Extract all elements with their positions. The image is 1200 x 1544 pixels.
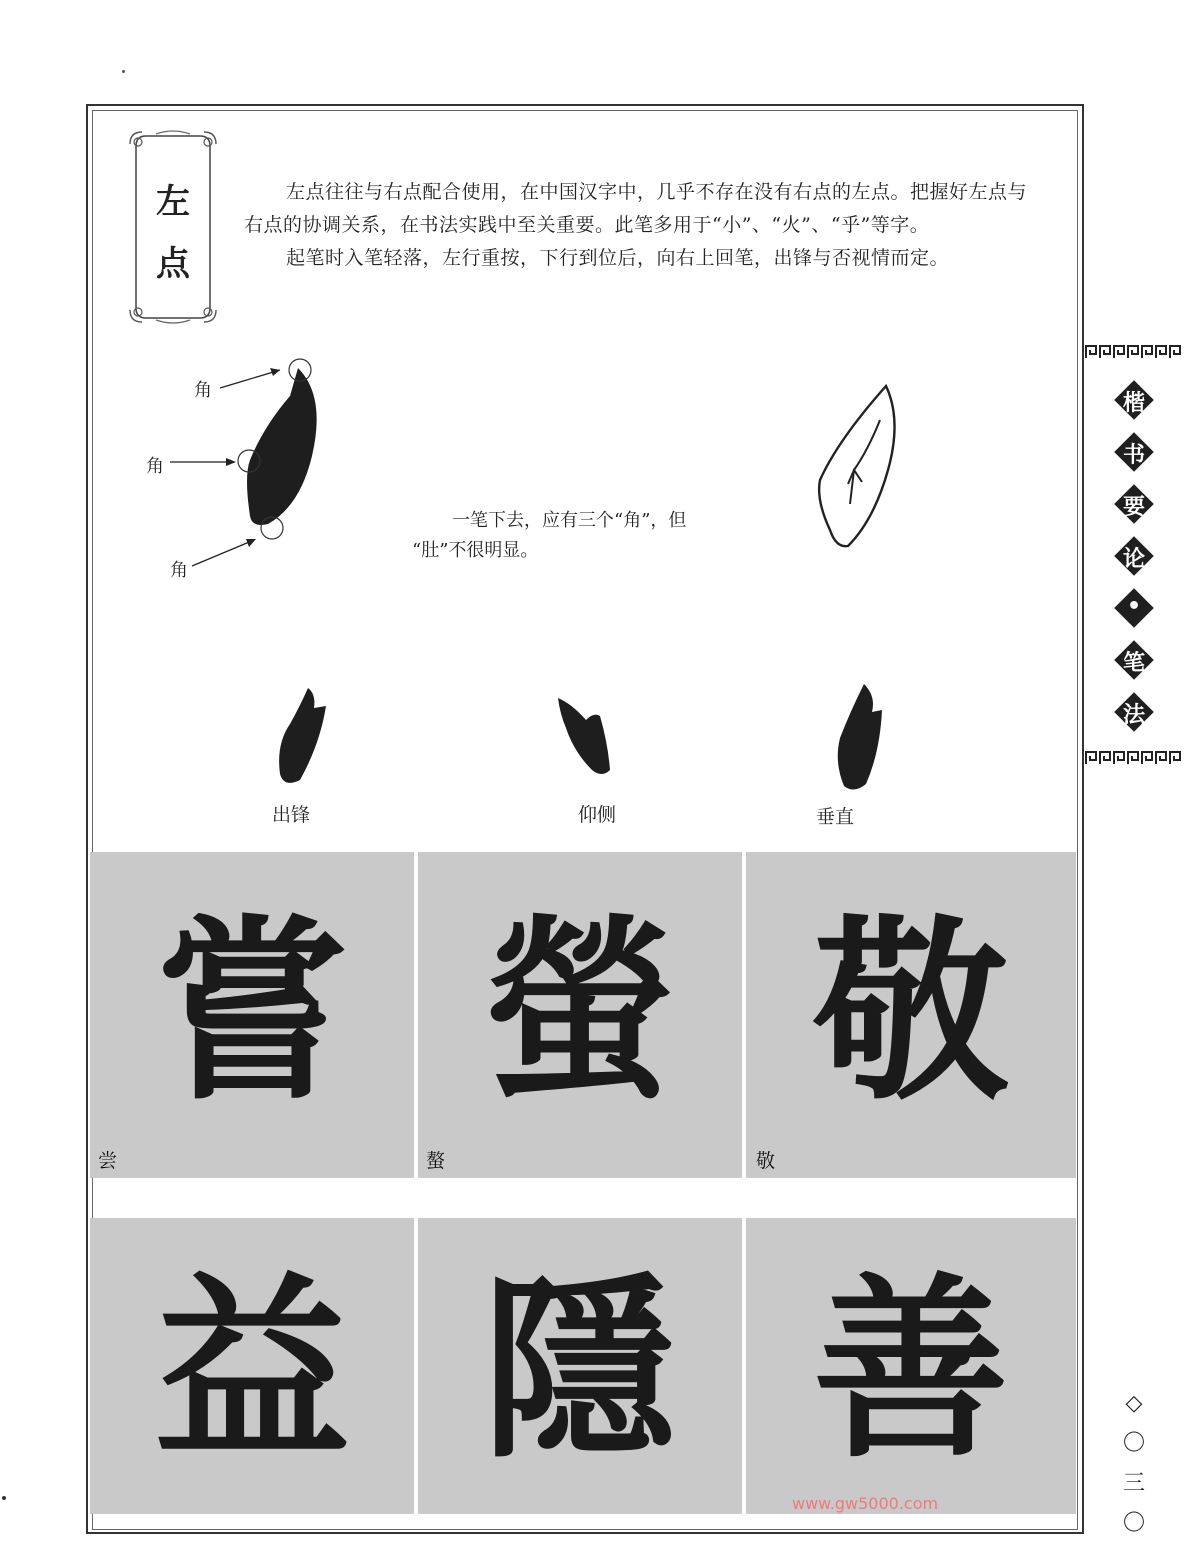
sidebar-diamond xyxy=(1114,692,1154,732)
example-caption: 螯 xyxy=(426,1150,446,1172)
sidebar-diamond xyxy=(1114,484,1154,524)
page-number xyxy=(1116,1384,1152,1544)
sidebar-diamond xyxy=(1114,380,1154,420)
corner-label-top: 角 xyxy=(194,380,212,401)
stroke-variant-1 xyxy=(270,684,340,794)
stroke-variant-2 xyxy=(552,694,622,784)
page-number-digit: 三 xyxy=(1122,1471,1145,1496)
example-character: 敬 xyxy=(812,897,1009,1127)
sidebar-char: • xyxy=(1126,594,1142,619)
page-number-ornament: ◇ xyxy=(1125,1391,1143,1416)
title-char-2: 点 xyxy=(156,244,190,284)
sidebar-char: 要 xyxy=(1122,495,1145,520)
diagram-note-line-1: 一笔下去，应有三个“角”，但 xyxy=(452,510,687,531)
page-number-digit: 〇 xyxy=(1122,1431,1145,1456)
sidebar-char: 书 xyxy=(1122,443,1145,468)
stray-mark xyxy=(2,1496,6,1500)
example-character: 嘗 xyxy=(153,897,350,1127)
watermark: www.gw5000.com xyxy=(792,1494,939,1513)
intro-paragraph-1-cont: 右点的协调关系，在书法实践中至关重要。此笔多用于“小”、“火”、“乎”等字。 xyxy=(244,214,930,236)
sidebar-diamond xyxy=(1114,640,1154,680)
stroke-label-chuizhi: 垂直 xyxy=(816,806,855,828)
sidebar-char: 笔 xyxy=(1122,651,1145,676)
corner-label-middle: 角 xyxy=(146,456,164,477)
diagram-note xyxy=(412,506,732,566)
sidebar-fret-bottom xyxy=(1084,750,1182,766)
example-caption: 敬 xyxy=(756,1150,776,1172)
diagram-note-line-2: “肚”不很明显。 xyxy=(412,540,539,561)
sidebar-char: 楷 xyxy=(1122,391,1145,416)
stroke-diagram xyxy=(140,356,330,586)
sidebar-char: 法 xyxy=(1122,703,1145,728)
page-number-digit: 〇 xyxy=(1122,1511,1145,1536)
example-character: 益 xyxy=(153,1255,350,1485)
intro-paragraph-2: 起笔时入笔轻落，左行重按，下行到位后，向右上回笔，出锋与否视情而定。 xyxy=(286,247,950,269)
intro-paragraph-1: 左点往往与右点配合使用，在中国汉字中，几乎不存在没有右点的左点。把握好左点与 xyxy=(286,181,1028,203)
corner-label-bottom: 角 xyxy=(170,560,188,581)
stroke-outline xyxy=(808,380,908,550)
stroke-variant-3 xyxy=(826,682,896,802)
sidebar-diamond xyxy=(1114,536,1154,576)
title-box xyxy=(126,130,220,324)
sidebar-diamond xyxy=(1114,432,1154,472)
sidebar-char: 论 xyxy=(1122,547,1145,572)
example-character: 隱 xyxy=(481,1255,678,1485)
title-ornament xyxy=(126,130,220,324)
stroke-label-yangce: 仰侧 xyxy=(578,804,617,826)
stroke-label-chufeng: 出锋 xyxy=(272,804,311,826)
example-character: 善 xyxy=(812,1255,1009,1485)
sidebar-fret-top xyxy=(1084,344,1182,360)
sidebar-diamond xyxy=(1114,588,1154,628)
intro-text xyxy=(244,176,1064,275)
stray-mark xyxy=(122,70,125,73)
title-char-1: 左 xyxy=(156,182,190,222)
example-character: 螢 xyxy=(481,897,678,1127)
example-caption: 尝 xyxy=(98,1150,118,1172)
